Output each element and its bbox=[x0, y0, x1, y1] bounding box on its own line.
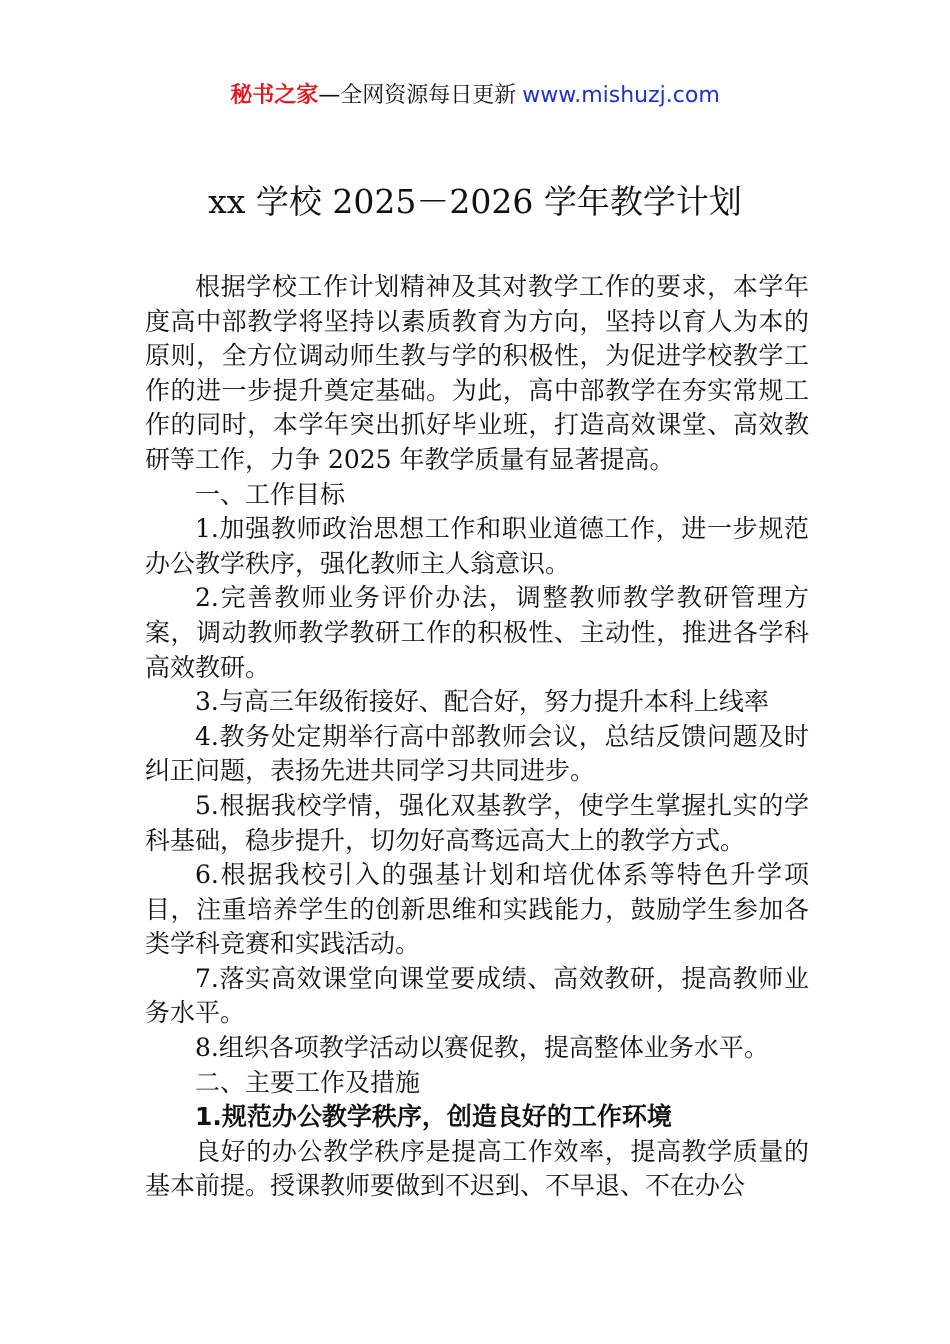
goal-item-2: 2.完善教师业务评价办法，调整教师教学教研管理方案，调动教师教学教研工作的积极性、主动性，推进各学科高效教研。 bbox=[145, 583, 809, 682]
goal-item-1: 1.加强教师政治思想工作和职业道德工作，进一步规范办公教学秩序，强化教师主人翁意识。 bbox=[145, 514, 809, 578]
goal-item-6: 6.根据我校引入的强基计划和培优体系等特色升学项目，注重培养学生的创新思维和实践能力，鼓励学生参加各类学科竞赛和实践活动。 bbox=[145, 860, 809, 959]
document-title: xx 学校 2025－2026 学年教学计划 bbox=[208, 182, 742, 221]
goal-item-5: 5.根据我校学情，强化双基教学，使学生掌握扎实的学科基础，稳步提升，切勿好高骛远高大上的教学方式。 bbox=[145, 790, 809, 855]
site-url-link[interactable]: www.mishuzj.com bbox=[522, 83, 720, 108]
goal-item-4: 4.教务处定期举行高中部教师会议，总结反馈问题及时纠正问题，表扬先进共同学习共同进步。 bbox=[145, 721, 809, 786]
brand-name: 秘书之家 bbox=[230, 83, 319, 108]
document-body bbox=[145, 270, 809, 1204]
goal-item-3: 3.与高三年级衔接好、配合好，努力提升本科上线率 bbox=[195, 687, 769, 717]
header-slogan: —全网资源每日更新 bbox=[318, 83, 517, 108]
goal-item-8: 8.组织各项教学活动以赛促教，提高整体业务水平。 bbox=[195, 1033, 769, 1063]
section-heading-goals: 一、工作目标 bbox=[195, 479, 346, 509]
section-heading-measures: 二、主要工作及措施 bbox=[195, 1067, 421, 1097]
subsection-heading-1: 1.规范办公教学秩序，创造良好的工作环境 bbox=[195, 1102, 672, 1132]
goal-item-7: 7.落实高效课堂向课堂要成绩、高效教研，提高教师业务水平。 bbox=[145, 963, 809, 1028]
site-header bbox=[0, 80, 950, 112]
intro-paragraph: 根据学校工作计划精神及其对教学工作的要求，本学年度高中部教学将坚持以素质教育为方向，坚持以育人为本的原则，全方位调动师生教与学的积极性，为促进学校教学工作的进一步提升奠定基础。为此，高中部教学在夯实常规工作的同时，本学年突出抓好毕业班，打造高效课堂、高效教研等工作，力争 2025 年教学质量有显著提高。 bbox=[145, 272, 809, 474]
body-paragraph: 良好的办公教学秩序是提高工作效率，提高教学质量的基本前提。授课教师要做到不迟到、不早退、不在办公 bbox=[145, 1136, 809, 1201]
